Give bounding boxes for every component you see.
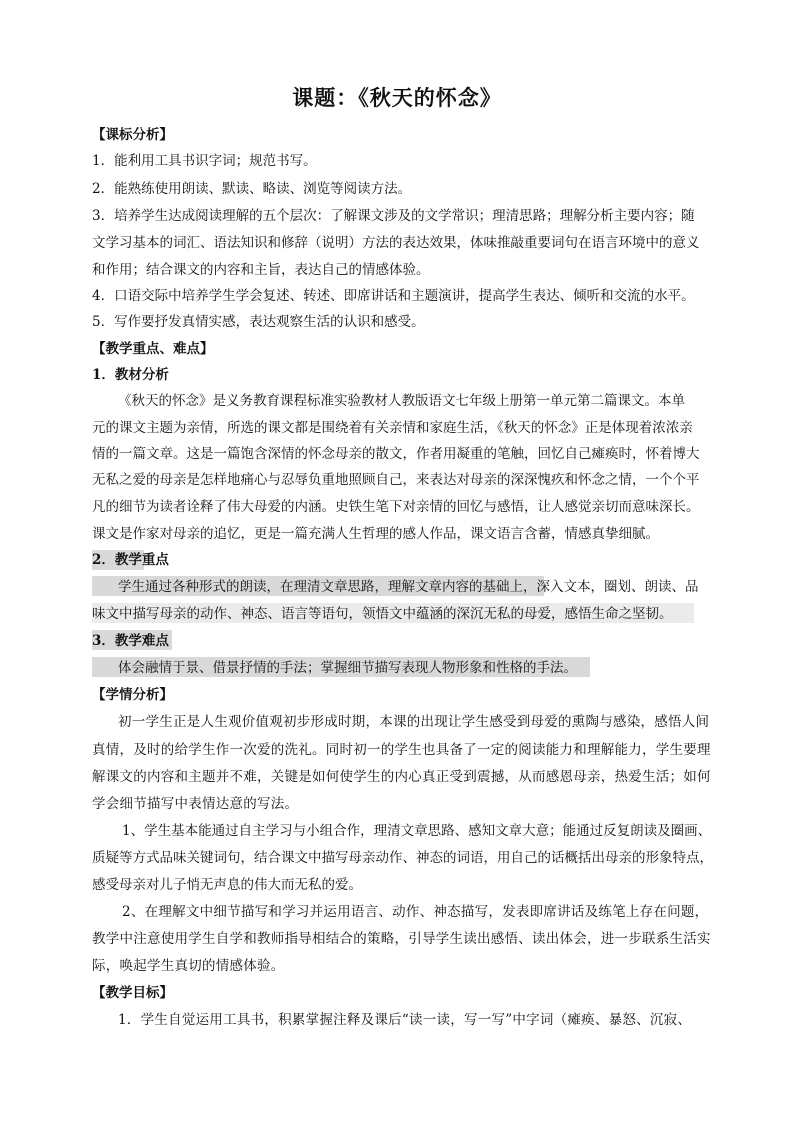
section-heading-zhongnan: 【教学重点、难点】 <box>92 341 214 357</box>
kebiao-item: 1．能利用工具书识字词；规范书写。 <box>92 153 317 169</box>
paragraph-line: 学生通过各种形式的朗读，在理清文章思路，理解文章内容的基础上，深入文本，圈划、朗读、品 <box>118 579 699 595</box>
paragraph-line: 真情，及时的给学生作一次爱的洗礼。同时初一的学生也具备了一定的阅读能力和理解能力，学生要理 <box>92 742 711 758</box>
paragraph-line: 情的一篇文章。这是一篇饱含深情的怀念母亲的散文，作者用凝重的笔触，回忆自己瘫痪时，怀着博大 <box>92 446 700 462</box>
paragraph-line: 体会融情于景、借景抒情的手法；掌握细节描写表现人物形象和性格的手法。 <box>118 660 577 676</box>
paragraph-line: 2、在理解文中细节描写和学习并运用语言、动作、神态描写，发表即席讲话及练笔上存在问题， <box>122 904 709 920</box>
mubiao-item: 1．学生自觉运用工具书，积累掌握注释及课后“读一读，写一写”中字词（瘫痪、暴怒、沉寂、 <box>118 1012 692 1028</box>
paragraph-line: 课文是作家对母亲的追忆，更是一篇充满人生哲理的感人作品，课文语言含蓄，情感真挚细腻。 <box>92 526 659 542</box>
kebiao-item: 4．口语交际中培养学生学会复述、转述、即席讲话和主题演讲，提高学生表达、倾听和交流的水平。 <box>92 288 695 304</box>
paragraph-line: 初一学生正是人生观价值观初步形成时期，本课的出现让学生感受到母爱的熏陶与感染，感悟人间 <box>118 714 710 730</box>
paragraph-line: 凡的细节为读者诠释了伟大母爱的内涵。史铁生笔下对亲情的回忆与感悟，让人感觉亲切而意味深长。 <box>92 499 700 515</box>
kebiao-item: 文学习基本的词汇、语法知识和修辞（说明）方法的表达效果，体味推敲重要词句在语言环境中的意义 <box>92 235 700 251</box>
paragraph-line: 1、学生基本能通过自主学习与小组合作，理清文章思路、感知文章大意；能通过反复朗读及圈画、 <box>122 823 712 839</box>
paragraph-line: 无私之爱的母亲是怎样地痛心与忍辱负重地照顾自己，来表达对母亲的深深愧疚和怀念之情，一个个平 <box>92 472 700 488</box>
kebiao-item: 5．写作要抒发真情实感，表达观察生活的认识和感受。 <box>92 314 425 330</box>
section-heading-xueqing: 【学情分析】 <box>92 687 173 703</box>
paragraph-line: 元的课文主题为亲情，所选的课文都是围绕着有关亲情和家庭生活，《秋天的怀念》正是体现着浓浓亲 <box>92 420 693 436</box>
section-heading-kebiao: 【课标分析】 <box>92 127 173 143</box>
paragraph-line: 解课文的内容和主题并不难，关键是如何使学生的内心真正受到震撼，从而感恩母亲，热爱生活；如何 <box>92 769 711 785</box>
paragraph-line: 感受母亲对儿子悄无声息的伟大而无私的爱。 <box>92 877 362 893</box>
subheading-jiaocai: 1．教材分析 <box>92 367 169 383</box>
paragraph-line: 际，唤起学生真切的情感体验。 <box>92 958 285 974</box>
paragraph-line: 质疑等方式品味关键词句，结合课文中描写母亲动作、神态的词语，用自己的话概括出母亲的形象特点， <box>92 850 713 866</box>
kebiao-item: 2．能熟练使用朗读、默读、略读、浏览等阅读方法。 <box>92 181 412 197</box>
kebiao-item: 3．培养学生达成阅读理解的五个层次：了解课文涉及的文学常识；理清思路；理解分析主要内容；随 <box>92 208 695 224</box>
page-title: 课题：《秋天的怀念》 <box>292 85 502 110</box>
paragraph-line: 《秋天的怀念》是义务教育课程标准实验教材人教版语文七年级上册第一单元第二篇课文。本单 <box>118 393 685 409</box>
paragraph-line: 学会细节描写中表情达意的写法。 <box>92 796 299 812</box>
paragraph-line: 味文中描写母亲的动作、神态、语言等语句，领悟文中蕴涵的深沉无私的母爱，感悟生命之坚韧。 <box>92 606 673 622</box>
subheading-nandian: 3．教学难点 <box>92 633 169 649</box>
section-heading-mubiao: 【教学目标】 <box>92 985 173 1001</box>
paragraph-line: 教学中注意使用学生自学和教师指导相结合的策略，引导学生读出感悟、读出体会，进一步联系生活实 <box>92 931 711 947</box>
kebiao-item: 和作用；结合课文的内容和主旨，表达自己的情感体验。 <box>92 262 430 278</box>
subheading-zhongdian: 2．教学重点 <box>92 552 169 568</box>
